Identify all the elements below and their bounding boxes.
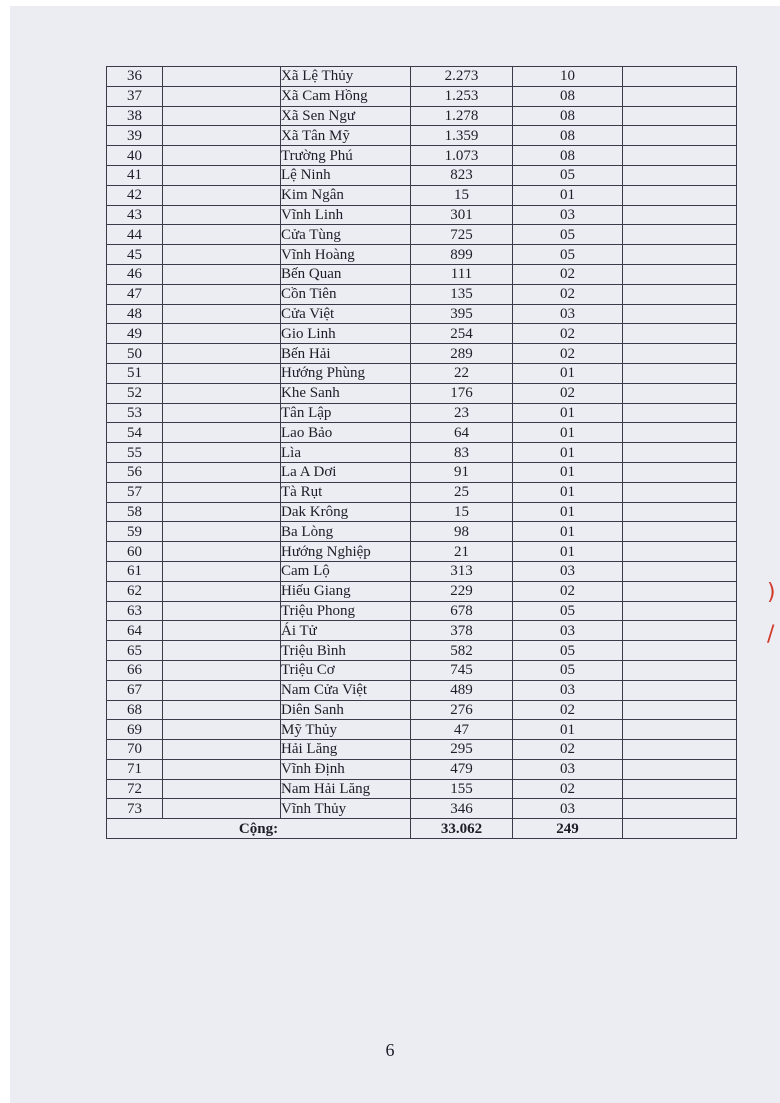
- margin-mark: ): [767, 580, 776, 605]
- margin-mark: /: [767, 622, 775, 647]
- count-cell: 05: [513, 245, 623, 265]
- blank-cell: [623, 86, 737, 106]
- row-number-cell: 49: [107, 324, 163, 344]
- value-cell: 135: [411, 284, 513, 304]
- row-number-cell: 64: [107, 621, 163, 641]
- blank-cell: [623, 720, 737, 740]
- table-row: [107, 561, 737, 581]
- row-number-cell: 36: [107, 67, 163, 87]
- table-row: [107, 502, 737, 522]
- table-row: [107, 720, 737, 740]
- table-row: [107, 403, 737, 423]
- count-cell: 08: [513, 146, 623, 166]
- table-row: [107, 779, 737, 799]
- count-cell: 02: [513, 740, 623, 760]
- name-cell: Ái Tử: [281, 621, 411, 641]
- name-cell: Lìa: [281, 443, 411, 463]
- row-number-cell: 67: [107, 680, 163, 700]
- name-cell: Bến Hải: [281, 344, 411, 364]
- table-row: [107, 245, 737, 265]
- value-cell: 21: [411, 542, 513, 562]
- row-number-cell: 62: [107, 581, 163, 601]
- count-cell: 02: [513, 383, 623, 403]
- value-cell: 64: [411, 423, 513, 443]
- row-number-cell: 48: [107, 304, 163, 324]
- blank-cell: [623, 443, 737, 463]
- total-count: 249: [513, 819, 623, 839]
- blank-cell: [623, 403, 737, 423]
- name-cell: Lệ Ninh: [281, 165, 411, 185]
- value-cell: 47: [411, 720, 513, 740]
- name-cell: Vĩnh Linh: [281, 205, 411, 225]
- value-cell: 313: [411, 561, 513, 581]
- value-cell: 289: [411, 344, 513, 364]
- blank-cell: [163, 344, 281, 364]
- value-cell: 111: [411, 264, 513, 284]
- blank-cell: [623, 344, 737, 364]
- name-cell: Vĩnh Thủy: [281, 799, 411, 819]
- blank-cell: [163, 185, 281, 205]
- value-cell: 1.278: [411, 106, 513, 126]
- value-cell: 22: [411, 363, 513, 383]
- blank-cell: [163, 324, 281, 344]
- table-row: [107, 363, 737, 383]
- name-cell: Xã Cam Hồng: [281, 86, 411, 106]
- blank-cell: [623, 245, 737, 265]
- count-cell: 01: [513, 462, 623, 482]
- count-cell: 05: [513, 225, 623, 245]
- value-cell: 678: [411, 601, 513, 621]
- value-cell: 899: [411, 245, 513, 265]
- table-row: [107, 621, 737, 641]
- count-cell: 03: [513, 759, 623, 779]
- blank-cell: [163, 502, 281, 522]
- name-cell: Nam Hải Lăng: [281, 779, 411, 799]
- count-cell: 01: [513, 542, 623, 562]
- total-blank-cell: [623, 819, 737, 839]
- count-cell: 03: [513, 799, 623, 819]
- name-cell: Ba Lòng: [281, 522, 411, 542]
- name-cell: Cam Lộ: [281, 561, 411, 581]
- count-cell: 01: [513, 502, 623, 522]
- blank-cell: [163, 482, 281, 502]
- blank-cell: [163, 363, 281, 383]
- count-cell: 03: [513, 680, 623, 700]
- value-cell: 489: [411, 680, 513, 700]
- row-number-cell: 40: [107, 146, 163, 166]
- value-cell: 229: [411, 581, 513, 601]
- row-number-cell: 57: [107, 482, 163, 502]
- value-cell: 378: [411, 621, 513, 641]
- row-number-cell: 39: [107, 126, 163, 146]
- blank-cell: [163, 245, 281, 265]
- blank-cell: [163, 86, 281, 106]
- table-row: [107, 126, 737, 146]
- row-number-cell: 63: [107, 601, 163, 621]
- data-table: [106, 66, 737, 839]
- name-cell: Triệu Bình: [281, 641, 411, 661]
- blank-cell: [623, 482, 737, 502]
- blank-cell: [623, 225, 737, 245]
- blank-cell: [163, 126, 281, 146]
- name-cell: Nam Cửa Việt: [281, 680, 411, 700]
- name-cell: Vĩnh Định: [281, 759, 411, 779]
- blank-cell: [623, 304, 737, 324]
- blank-cell: [623, 106, 737, 126]
- count-cell: 08: [513, 126, 623, 146]
- row-number-cell: 73: [107, 799, 163, 819]
- count-cell: 03: [513, 304, 623, 324]
- count-cell: 01: [513, 403, 623, 423]
- blank-cell: [623, 146, 737, 166]
- blank-cell: [163, 720, 281, 740]
- blank-cell: [623, 621, 737, 641]
- blank-cell: [163, 660, 281, 680]
- table-row: [107, 759, 737, 779]
- blank-cell: [163, 264, 281, 284]
- count-cell: 03: [513, 621, 623, 641]
- blank-cell: [163, 205, 281, 225]
- count-cell: 01: [513, 522, 623, 542]
- table-row: [107, 86, 737, 106]
- table-row: [107, 264, 737, 284]
- table-row: [107, 146, 737, 166]
- value-cell: 479: [411, 759, 513, 779]
- table-row: [107, 225, 737, 245]
- count-cell: 02: [513, 324, 623, 344]
- value-cell: 15: [411, 185, 513, 205]
- blank-cell: [623, 641, 737, 661]
- value-cell: 15: [411, 502, 513, 522]
- table-row: [107, 185, 737, 205]
- blank-cell: [623, 561, 737, 581]
- count-cell: 02: [513, 284, 623, 304]
- blank-cell: [163, 423, 281, 443]
- row-number-cell: 60: [107, 542, 163, 562]
- count-cell: 01: [513, 443, 623, 463]
- table-row: [107, 106, 737, 126]
- name-cell: Cửa Việt: [281, 304, 411, 324]
- blank-cell: [623, 601, 737, 621]
- value-cell: 301: [411, 205, 513, 225]
- name-cell: Xã Tân Mỹ: [281, 126, 411, 146]
- name-cell: Lao Bảo: [281, 423, 411, 443]
- value-cell: 254: [411, 324, 513, 344]
- row-number-cell: 38: [107, 106, 163, 126]
- name-cell: Cửa Tùng: [281, 225, 411, 245]
- value-cell: 395: [411, 304, 513, 324]
- table-row: [107, 344, 737, 364]
- blank-cell: [163, 443, 281, 463]
- value-cell: 91: [411, 462, 513, 482]
- row-number-cell: 53: [107, 403, 163, 423]
- blank-cell: [623, 423, 737, 443]
- row-number-cell: 66: [107, 660, 163, 680]
- blank-cell: [623, 126, 737, 146]
- value-cell: 25: [411, 482, 513, 502]
- row-number-cell: 54: [107, 423, 163, 443]
- count-cell: 05: [513, 641, 623, 661]
- blank-cell: [623, 581, 737, 601]
- value-cell: 346: [411, 799, 513, 819]
- count-cell: 01: [513, 423, 623, 443]
- blank-cell: [623, 542, 737, 562]
- table-row: [107, 205, 737, 225]
- blank-cell: [623, 740, 737, 760]
- count-cell: 05: [513, 601, 623, 621]
- row-number-cell: 58: [107, 502, 163, 522]
- table-row: [107, 324, 737, 344]
- blank-cell: [163, 67, 281, 87]
- name-cell: Trường Phú: [281, 146, 411, 166]
- row-number-cell: 50: [107, 344, 163, 364]
- count-cell: 05: [513, 165, 623, 185]
- count-cell: 02: [513, 264, 623, 284]
- name-cell: Hải Lăng: [281, 740, 411, 760]
- count-cell: 08: [513, 106, 623, 126]
- row-number-cell: 52: [107, 383, 163, 403]
- value-cell: 23: [411, 403, 513, 423]
- blank-cell: [163, 383, 281, 403]
- name-cell: Triệu Phong: [281, 601, 411, 621]
- table-row: [107, 284, 737, 304]
- table-row: [107, 641, 737, 661]
- count-cell: 01: [513, 363, 623, 383]
- value-cell: 98: [411, 522, 513, 542]
- blank-cell: [163, 225, 281, 245]
- blank-cell: [623, 799, 737, 819]
- count-cell: 03: [513, 205, 623, 225]
- row-number-cell: 46: [107, 264, 163, 284]
- name-cell: Triệu Cơ: [281, 660, 411, 680]
- blank-cell: [623, 660, 737, 680]
- row-number-cell: 45: [107, 245, 163, 265]
- name-cell: Diên Sanh: [281, 700, 411, 720]
- blank-cell: [163, 462, 281, 482]
- blank-cell: [163, 561, 281, 581]
- name-cell: Bến Quan: [281, 264, 411, 284]
- total-row: [107, 819, 737, 839]
- count-cell: 10: [513, 67, 623, 87]
- name-cell: Tân Lập: [281, 403, 411, 423]
- blank-cell: [623, 462, 737, 482]
- table-row: [107, 383, 737, 403]
- table-row: [107, 799, 737, 819]
- name-cell: Hướng Nghiệp: [281, 542, 411, 562]
- blank-cell: [623, 185, 737, 205]
- row-number-cell: 37: [107, 86, 163, 106]
- blank-cell: [163, 106, 281, 126]
- name-cell: Xã Sen Ngư: [281, 106, 411, 126]
- value-cell: 83: [411, 443, 513, 463]
- blank-cell: [163, 700, 281, 720]
- row-number-cell: 59: [107, 522, 163, 542]
- value-cell: 1.359: [411, 126, 513, 146]
- table-row: [107, 165, 737, 185]
- name-cell: Mỹ Thủy: [281, 720, 411, 740]
- count-cell: 02: [513, 700, 623, 720]
- row-number-cell: 72: [107, 779, 163, 799]
- row-number-cell: 61: [107, 561, 163, 581]
- value-cell: 2.273: [411, 67, 513, 87]
- table-row: [107, 443, 737, 463]
- row-number-cell: 56: [107, 462, 163, 482]
- count-cell: 02: [513, 581, 623, 601]
- blank-cell: [623, 165, 737, 185]
- row-number-cell: 71: [107, 759, 163, 779]
- blank-cell: [163, 522, 281, 542]
- count-cell: 08: [513, 86, 623, 106]
- row-number-cell: 69: [107, 720, 163, 740]
- row-number-cell: 47: [107, 284, 163, 304]
- blank-cell: [623, 779, 737, 799]
- name-cell: Hướng Phùng: [281, 363, 411, 383]
- blank-cell: [623, 759, 737, 779]
- blank-cell: [623, 324, 737, 344]
- table-row: [107, 542, 737, 562]
- blank-cell: [163, 146, 281, 166]
- blank-cell: [623, 522, 737, 542]
- name-cell: Vĩnh Hoàng: [281, 245, 411, 265]
- name-cell: Dak Krông: [281, 502, 411, 522]
- blank-cell: [163, 779, 281, 799]
- value-cell: 582: [411, 641, 513, 661]
- table-row: [107, 423, 737, 443]
- blank-cell: [623, 363, 737, 383]
- blank-cell: [623, 284, 737, 304]
- table-row: [107, 581, 737, 601]
- name-cell: La A Dơi: [281, 462, 411, 482]
- blank-cell: [623, 700, 737, 720]
- row-number-cell: 55: [107, 443, 163, 463]
- value-cell: 155: [411, 779, 513, 799]
- name-cell: Hiếu Giang: [281, 581, 411, 601]
- row-number-cell: 68: [107, 700, 163, 720]
- blank-cell: [163, 641, 281, 661]
- blank-cell: [163, 284, 281, 304]
- row-number-cell: 41: [107, 165, 163, 185]
- table-row: [107, 522, 737, 542]
- value-cell: 725: [411, 225, 513, 245]
- blank-cell: [163, 403, 281, 423]
- blank-cell: [623, 67, 737, 87]
- name-cell: Xã Lệ Thủy: [281, 67, 411, 87]
- blank-cell: [163, 759, 281, 779]
- row-number-cell: 51: [107, 363, 163, 383]
- blank-cell: [163, 581, 281, 601]
- table-row: [107, 700, 737, 720]
- count-cell: 05: [513, 660, 623, 680]
- blank-cell: [163, 799, 281, 819]
- name-cell: Cồn Tiên: [281, 284, 411, 304]
- table-body: [107, 67, 737, 819]
- blank-cell: [623, 264, 737, 284]
- blank-cell: [623, 205, 737, 225]
- table-row: [107, 482, 737, 502]
- name-cell: Khe Sanh: [281, 383, 411, 403]
- blank-cell: [163, 740, 281, 760]
- row-number-cell: 70: [107, 740, 163, 760]
- count-cell: 01: [513, 185, 623, 205]
- value-cell: 295: [411, 740, 513, 760]
- blank-cell: [623, 680, 737, 700]
- value-cell: 176: [411, 383, 513, 403]
- value-cell: 823: [411, 165, 513, 185]
- row-number-cell: 42: [107, 185, 163, 205]
- blank-cell: [163, 304, 281, 324]
- value-cell: 1.253: [411, 86, 513, 106]
- row-number-cell: 44: [107, 225, 163, 245]
- blank-cell: [163, 601, 281, 621]
- total-label: Cộng:: [107, 819, 411, 839]
- count-cell: 02: [513, 779, 623, 799]
- table-row: [107, 740, 737, 760]
- table-row: [107, 304, 737, 324]
- page-number: 6: [385, 1040, 395, 1060]
- row-number-cell: 43: [107, 205, 163, 225]
- name-cell: Kim Ngân: [281, 185, 411, 205]
- total-value: 33.062: [411, 819, 513, 839]
- count-cell: 01: [513, 720, 623, 740]
- blank-cell: [163, 621, 281, 641]
- blank-cell: [623, 502, 737, 522]
- blank-cell: [163, 165, 281, 185]
- count-cell: 01: [513, 482, 623, 502]
- table-row: [107, 601, 737, 621]
- value-cell: 276: [411, 700, 513, 720]
- blank-cell: [623, 383, 737, 403]
- count-cell: 03: [513, 561, 623, 581]
- table-row: [107, 67, 737, 87]
- value-cell: 745: [411, 660, 513, 680]
- table-row: [107, 680, 737, 700]
- row-number-cell: 65: [107, 641, 163, 661]
- blank-cell: [163, 542, 281, 562]
- name-cell: Tà Rụt: [281, 482, 411, 502]
- count-cell: 02: [513, 344, 623, 364]
- blank-cell: [163, 680, 281, 700]
- table-row: [107, 462, 737, 482]
- value-cell: 1.073: [411, 146, 513, 166]
- name-cell: Gio Linh: [281, 324, 411, 344]
- table-row: [107, 660, 737, 680]
